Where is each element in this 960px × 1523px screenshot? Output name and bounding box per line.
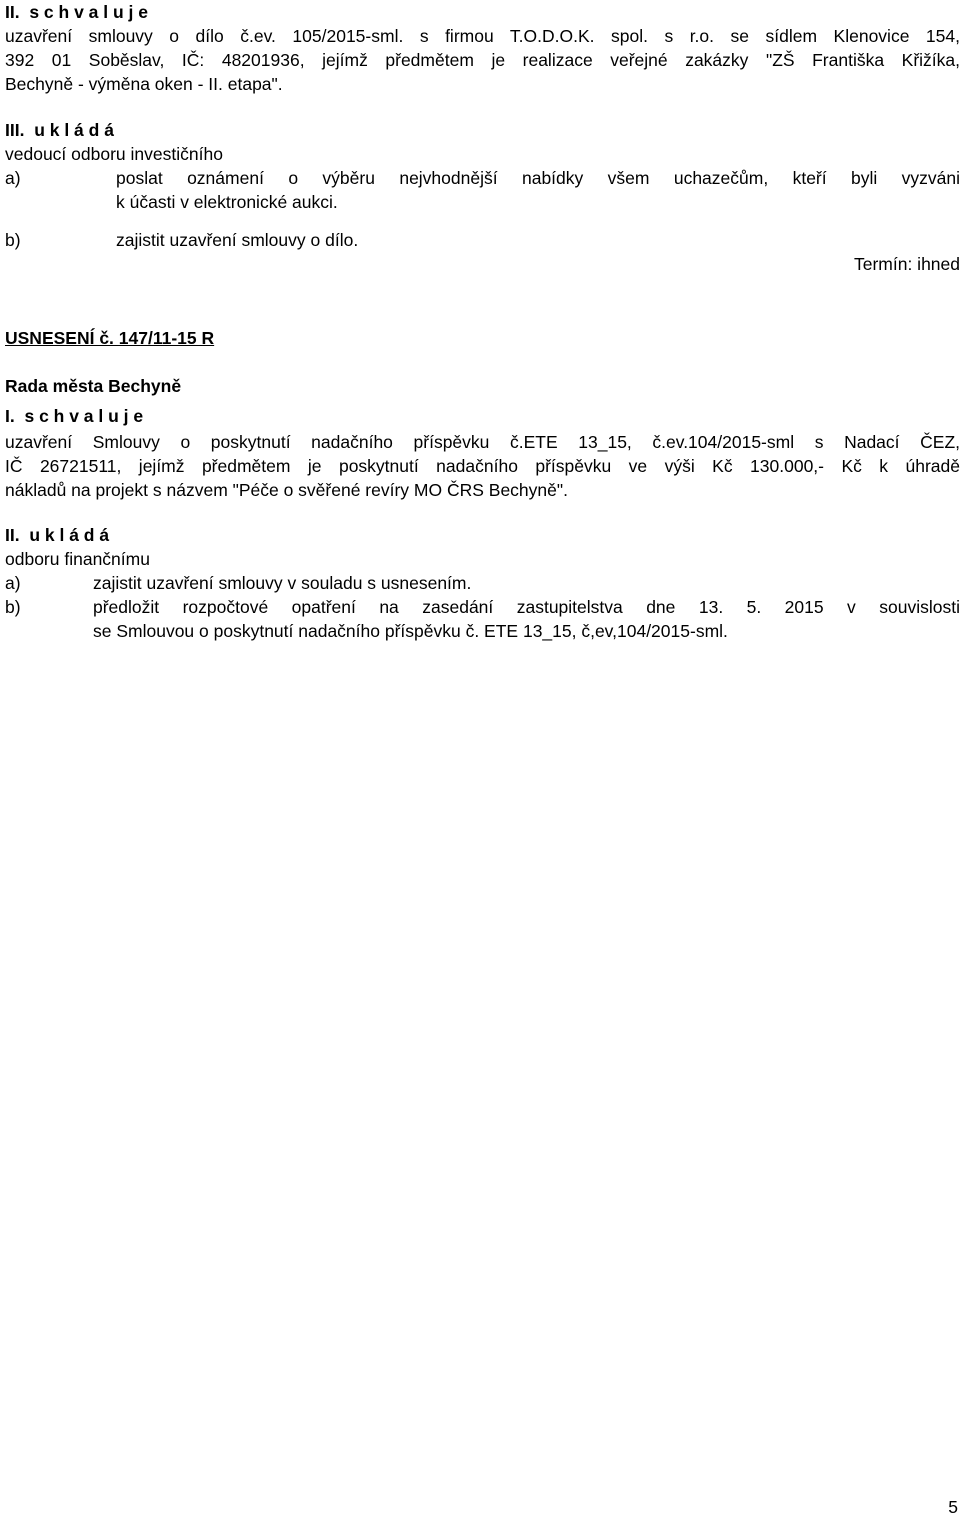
section-number: III. bbox=[5, 120, 25, 140]
section-number: II. bbox=[5, 2, 20, 22]
list-item bbox=[5, 166, 960, 190]
section-heading-uklada bbox=[5, 118, 114, 142]
list-item bbox=[5, 228, 960, 252]
item-text: předložit rozpočtové opatření na zasedání zastupitelstva dne 13. 5. 2015 v souvislosti bbox=[93, 597, 960, 617]
item-text: zajistit uzavření smlouvy v souladu s usnesením. bbox=[93, 573, 472, 593]
section-verb: u k l á d á bbox=[29, 525, 110, 545]
item-text: zajistit uzavření smlouvy o dílo. bbox=[116, 230, 359, 250]
paragraph-line: 392 01 Soběslav, IČ: 48201936, jejímž předmětem je realizace veřejné zakázky "ZŠ Františka Křižíka, bbox=[5, 50, 960, 70]
section-verb: u k l á d á bbox=[34, 120, 114, 140]
resolution-title: USNESENÍ č. 147/11-15 R bbox=[5, 328, 215, 348]
addressee: odboru finančnímu bbox=[5, 549, 150, 569]
section-heading-schvaluje-prev bbox=[5, 0, 148, 24]
item-label: a) bbox=[5, 573, 21, 593]
list-item bbox=[5, 571, 960, 595]
section-verb: s c h v a l u j e bbox=[24, 406, 144, 426]
section-heading-uklada-2 bbox=[5, 523, 109, 547]
item-label: b) bbox=[5, 230, 21, 250]
paragraph-line: IČ 26721511, jejímž předmětem je poskytnutí nadačního příspěvku ve výši Kč 130.000,- Kč k úhradě bbox=[5, 456, 960, 476]
section-verb: s c h v a l u j e bbox=[29, 2, 148, 22]
section-number: II. bbox=[5, 525, 20, 545]
item-label: b) bbox=[5, 597, 21, 617]
page-number: 5 bbox=[948, 1497, 958, 1517]
paragraph-line: uzavření Smlouvy o poskytnutí nadačního příspěvku č.ETE 13_15, č.ev.104/2015-sml s Nadací ČEZ, bbox=[5, 432, 960, 452]
paragraph-line: nákladů na projekt s názvem "Péče o svěřené revíry MO ČRS Bechyně". bbox=[5, 480, 568, 500]
paragraph-line: uzavření smlouvy o dílo č.ev. 105/2015-sml. s firmou T.O.D.O.K. spol. s r.o. se sídlem Klenovice 154, bbox=[5, 26, 960, 46]
list-item bbox=[5, 595, 960, 619]
addressee: vedoucí odboru investičního bbox=[5, 144, 223, 164]
item-text-continued: k účasti v elektronické aukci. bbox=[116, 192, 338, 212]
deadline: Termín: ihned bbox=[853, 254, 960, 274]
item-label: a) bbox=[5, 168, 21, 188]
item-text: poslat oznámení o výběru nejvhodnější nabídky všem uchazečům, kteří byli vyzváni bbox=[116, 168, 960, 188]
section-heading-schvaluje bbox=[5, 404, 143, 428]
item-text-continued: se Smlouvou o poskytnutí nadačního příspěvku č. ETE 13_15, č,ev,104/2015-sml. bbox=[93, 621, 728, 641]
resolution-body: Rada města Bechyně bbox=[5, 376, 182, 396]
section-number: I. bbox=[5, 406, 15, 426]
paragraph-line: Bechyně - výměna oken - II. etapa". bbox=[5, 74, 283, 94]
